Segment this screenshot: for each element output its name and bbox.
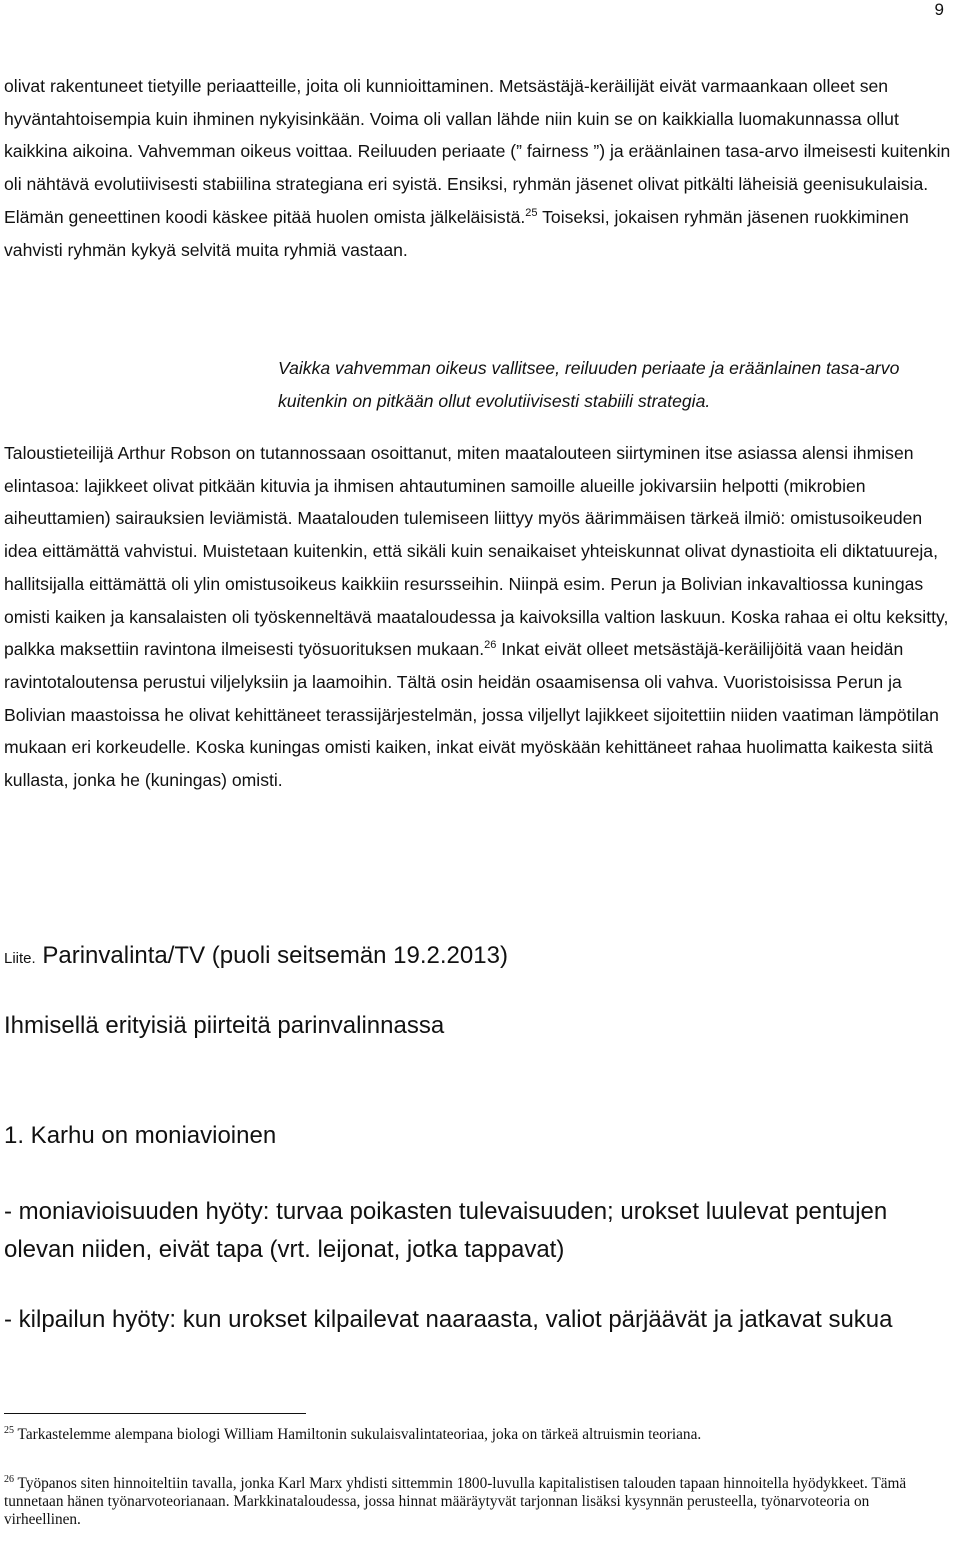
footnote-number: 26 [4, 1473, 14, 1485]
footnote-ref-26[interactable]: 26 [484, 639, 497, 652]
paragraph-text: olivat rakentuneet tietyille periaatteille, joita oli kunnioittaminen. Metsästäjä-keräilijät eivät varmaankaan olleet sen hyväntahtoisempia kuin ihminen nykyisinkään. Voima oli vallan lähde niin kuin se on kaikkialla luomakunnassa ollut kaikkina aikoina. Vahvemman oikeus voittaa. Reiluuden periaate (” fairness ”) ja eräänlainen tasa-arvo ilmeisesti kuitenkin oli nähtävä evolutiivisesti stabiilina strategiana eri syistä. Ensiksi, ryhmän jäsenet olivat pitkälti läheisiä geenisukulaisia. Elämän geneettinen koodi käskee pitää huolen omista jälkeläisistä. [4, 76, 951, 227]
paragraph-text: Toiseksi, jokaisen ryhmän jäsenen ruokkiminen vahvisti ryhmän kykyä selvitä muita ryhmiä vastaan. [4, 206, 909, 260]
body-paragraph-1 [4, 70, 954, 266]
paragraph-text: Taloustieteilijä Arthur Robson on tutannossaan osoittanut, miten maatalouteen siirtyminen itse asiassa alensi ihmisen elintasoa: lajikkeet olivat pitkään kituvia ja ihmisen ahtautuminen samoille alueille jokivarsiin helpotti (mikrobien aiheuttamien) sairauksien leviämistä. Maatalouden tulemiseen liittyy myös äärimmäisen tärkeä ilmiö: omistusoikeuden idea eittämättä vahvistui. Muistetaan kuitenkin, että sikäli kuin senaikaiset yhteiskunnat olivat dynastioita eli diktatuureja, hallitsijalla eittämättä oli ylin omistusoikeus kaikkiin resursseihin. Niinpä esim. Perun ja Bolivian inkavaltiossa kuningas omisti kaiken ja kansalaisten oli työskenneltävä maataloudessa ja kaivoksilla valtion laskuun. Koska rahaa ei oltu keksitty, palkka maksettiin ravintona ilmeisesti työsuorituksen mukaan. [4, 443, 949, 660]
appendix-subtitle: Ihmisellä erityisiä piirteitä parinvalinnassa [4, 1012, 445, 1039]
footnote-text: Työpanos siten hinnoiteltiin tavalla, jonka Karl Marx yhdisti sittemmin 1800-luvulla kapitalistisen talouden tapaan hinnoitella hyödykkeet. Tämä tunnetaan hänen työnarvoteorianaan. Markkinataloudessa, jossa hinnat määräytyvät tarjonnan lisäksi kysynnän perusteella, työnarvoteoria on virheellinen. [4, 1475, 907, 1528]
footnote-25 [4, 1426, 949, 1444]
footnote-divider [4, 1413, 306, 1414]
appendix-title [4, 940, 954, 975]
page-number: 9 [934, 0, 944, 19]
body-paragraph-2 [4, 437, 954, 797]
footnote-text: Tarkastelemme alempana biologi William Hamiltonin sukulaisvalintateoriaa, joka on tärkeä altruismin teoriana. [14, 1426, 702, 1443]
paragraph-text: Inkat eivät olleet metsästäjä-keräilijöitä vaan heidän ravintotaloutensa perustui viljelyksiin ja laamoihin. Tältä osin heidän osaamisensa oli vahva. Vuoristoisissa Perun ja Bolivian maastoissa he olivat kehittäneet terassijärjestelmän, jossa viljellyt lajikkeet sijoitettiin niiden vaatiman lämpötilan mukaan eri korkeudelle. Koska kuningas omisti kaiken, inkat eivät myöskään kehittäneet rahaa huolimatta kaikesta siitä kullasta, jonka he (kuningas) omisti. [4, 639, 939, 791]
pull-quote: Vaikka vahvemman oikeus vallitsee, reiluuden periaate ja eräänlainen tasa-arvo kuitenkin on pitkään ollut evolutiivisesti stabiili strategia. [278, 358, 900, 411]
appendix-label: Liite. [4, 950, 36, 967]
footnote-26 [4, 1475, 949, 1529]
footnote-number: 25 [4, 1424, 14, 1436]
appendix-title-text: Parinvalinta/TV (puoli seitsemän 19.2.2013) [35, 942, 508, 969]
section-title: 1. Karhu on moniavioinen [4, 1122, 277, 1149]
list-item: - moniavioisuuden hyöty: turvaa poikasten tulevaisuuden; urokset luulevat pentujen olevan niiden, eivät tapa (vrt. leijonat, jotka tappavat) [4, 1198, 888, 1263]
footnote-ref-25[interactable]: 25 [525, 206, 538, 219]
list-item: - kilpailun hyöty: kun urokset kilpailevat naaraasta, valiot pärjäävät ja jatkavat sukua [4, 1306, 893, 1333]
